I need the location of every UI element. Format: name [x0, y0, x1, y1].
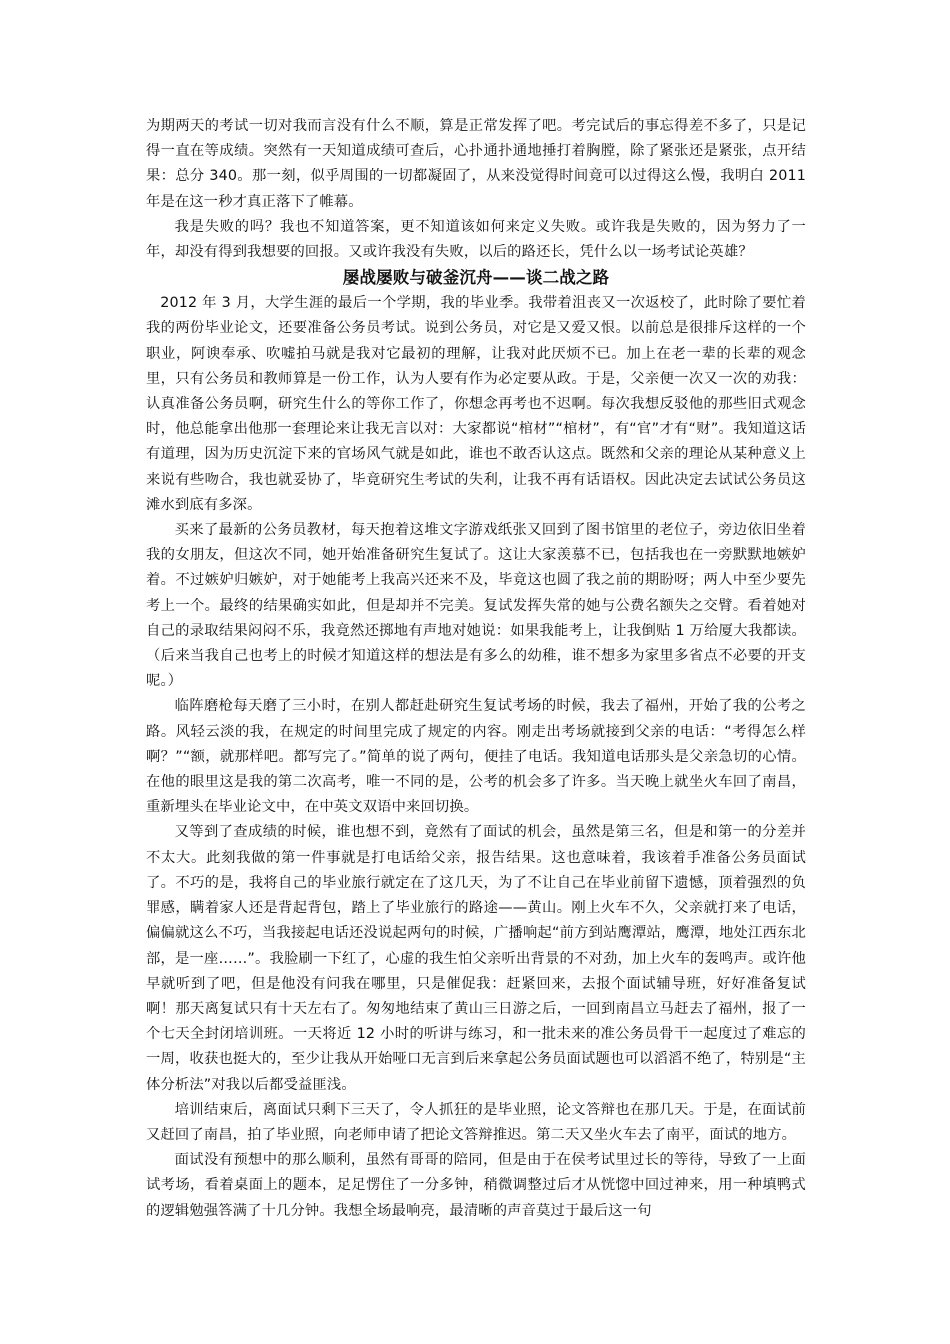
section-paragraph-6: 面试没有预想中的那么顺利，虽然有哥哥的陪同，但是由于在侯考试里过长的等待，导致了一上面试考场，看着桌面上的题本，足足愣住了一分多钟，稍微调整过后才从恍惚中回过神来，用一种填鸭式的逻辑勉强答满了十几分钟。我想全场最响亮，最清晰的声音莫过于最后这一句: [146, 1152, 806, 1219]
section-paragraph-3: 临阵磨枪每天磨了三小时，在别人都赶赴研究生复试考场的时候，我去了福州，开始了我的公考之路。风轻云淡的我，在规定的时间里完成了规定的内容。刚走出考场就接到父亲的电话：“考得怎么样啊？”“额，就那样吧。都写完了。”简单的说了两句，便挂了电话。我知道电话那头是父亲急切的心情。在他的眼里这是我的第二次高考，唯一不同的是，公考的机会多了许多。当天晚上就坐火车回了南昌，重新埋头在毕业论文中，在中英文双语中来回切换。: [146, 698, 806, 816]
document-page: [146, 114, 806, 1224]
section-paragraph-1: 2012 年 3 月，大学生涯的最后一个学期，我的毕业季。我带着沮丧又一次返校了，此时除了要忙着我的两份毕业论文，还要准备公务员考试。说到公务员，对它是又爱又恨。以前总是很排斥这样的一个职业，阿谀奉承、吹嘘拍马就是我对它最初的理解，让我对此厌烦不已。加上在老一辈的长辈的观念里，只有公务员和教师算是一份工作，认为人要有作为必定要从政。于是，父亲便一次又一次的劝我：认真准备公务员啊，研究生什么的等你工作了，你想念再考也不迟啊。每次我想反驳他的那些旧式观念时，他总能拿出他那一套理论来让我无言以对：大家都说“棺材”“棺材”，有“官”才有“财”。我知道这话有道理，因为历史沉淀下来的官场风气就是如此，谁也不敢否认这点。既然和父亲的理论从某种意义上来说有些吻合，我也就妥协了，毕竟研究生考试的失利，让我不再有话语权。因此决定去试试公务员这滩水到底有多深。: [146, 295, 806, 513]
section-paragraph-5: 培训结束后，离面试只剩下三天了，令人抓狂的是毕业照，论文答辩也在那几天。于是，在面试前又赶回了南昌，拍了毕业照，向老师申请了把论文答辩推迟。第二天又坐火车去了南平，面试的地方。: [146, 1101, 806, 1143]
section-title: 屡战屡败与破釜沉舟——谈二战之路: [342, 268, 610, 288]
intro-paragraph-1: 为期两天的考试一切对我而言没有什么不顺，算是正常发挥了吧。考完试后的事忘得差不多了，只是记得一直在等成绩。突然有一天知道成绩可查后，心扑通扑通地捶打着胸膛，除了紧张还是紧张，点开结果：总分 340。那一刻，似乎周围的一切都凝固了，从来没觉得时间竟可以过得这么慢，我明白 2011 年是在这一秒才真正落下了帷幕。: [146, 118, 806, 210]
section-paragraph-4: 又等到了查成绩的时候，谁也想不到，竟然有了面试的机会，虽然是第三名，但是和第一的分差并不太大。此刻我做的第一件事就是打电话给父亲，报告结果。这也意味着，我该着手准备公务员面试了。不巧的是，我将自己的毕业旅行就定在了这几天，为了不让自己在毕业前留下遗憾，顶着强烈的负罪感，瞒着家人还是背起背包，踏上了毕业旅行的路途——黄山。刚上火车不久，父亲就打来了电话，偏偏就这么不巧，当我接起电话还没说起两句的时候，广播响起“前方到站鹰潭站，鹰潭，地处江西东北部，是一座……”。我脸刷一下红了，心虚的我生怕父亲听出背景的不对劲，加上火车的轰鸣声。或许他早就听到了吧，但是他没有问我在哪里，只是催促我：赶紧回来，去报个面试辅导班，好好准备复试啊！那天离复试只有十天左右了。匆匆地结束了黄山三日游之后，一回到南昌立马赶去了福州，报了一个七天全封闭培训班。一天将近 12 小时的听讲与练习，和一批未来的准公务员骨干一起度过了难忘的一周，收获也挺大的，至少让我从开始哑口无言到后来拿起公务员面试题也可以滔滔不绝了，特别是“主体分析法”对我以后都受益匪浅。: [146, 824, 806, 1093]
section-paragraph-2: 买来了最新的公务员教材，每天抱着这堆文字游戏纸张又回到了图书馆里的老位子，旁边依旧坐着我的女朋友，但这次不同，她开始准备研究生复试了。这让大家羡慕不已，包括我也在一旁默默地嫉妒着。不过嫉妒归嫉妒，对于她能考上我高兴还来不及，毕竟这也圆了我之前的期盼呀；两人中至少要先考上一个。最终的结果确实如此，但是却并不完美。复试发挥失常的她与公费名额失之交臂。看着她对自己的录取结果闷闷不乐，我竟然还掷地有声地对她说：如果我能考上，让我倒贴 1 万给厦大我都读。（后来当我自己也考上的时候才知道这样的想法是有多么的幼稚，谁不想多为家里多省点不必要的开支呢。）: [146, 522, 806, 690]
intro-paragraph-2: 我是失败的吗？我也不知道答案，更不知道该如何来定义失败。或许我是失败的，因为努力了一年，却没有得到我想要的回报。又或许我没有失败，以后的路还长，凭什么以一场考试论英雄？: [146, 218, 806, 261]
